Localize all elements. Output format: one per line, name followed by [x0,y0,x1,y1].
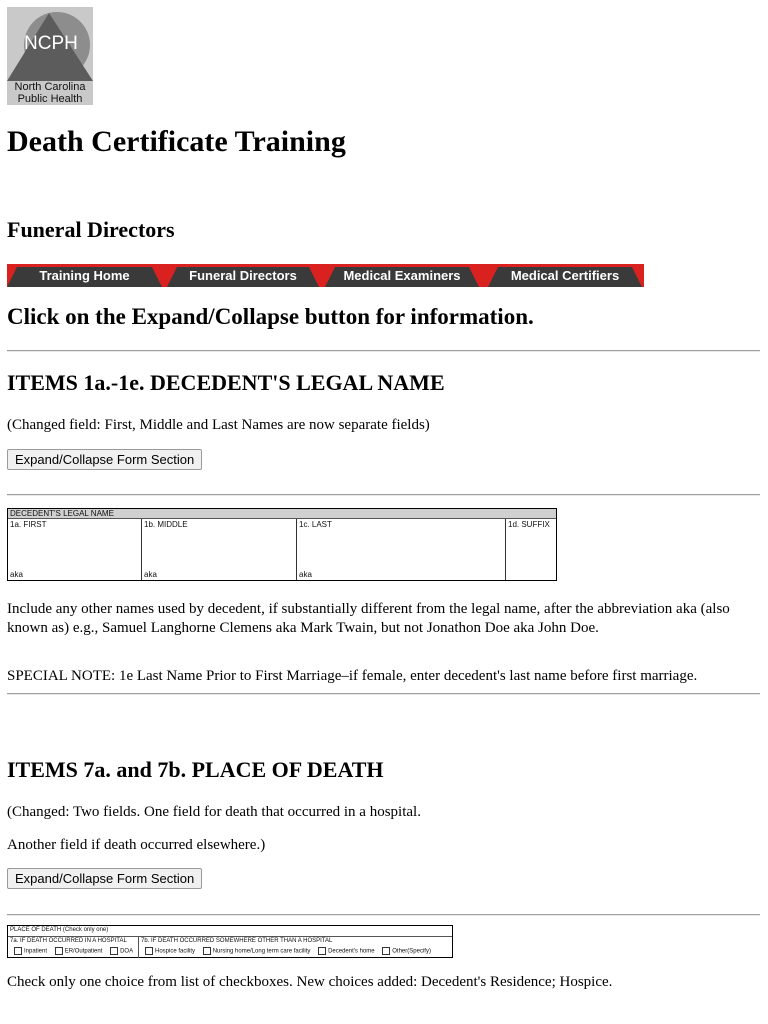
checkbox-icon [318,947,326,955]
form-field: 7b. IF DEATH OCCURRED SOMEWHERE OTHER THAN A HOSPITAL Hospice facility Nursing home/Long term care facility Decedent's home Other(Specify) [139,936,452,958]
tab-label: Medical Certifiers [510,268,620,283]
section-note: (Changed: Two fields. One field for death that occurred in a hospital. [7,804,421,820]
section-paragraph: Include any other names used by decedent, if substantially different from the legal name, after the abbreviation aka (also known as) e.g., Samuel Langhorne Clemens aka Mark Twain, but not Jonathon Doe aka John Doe. [7,601,730,636]
nav-tab-bar [7,264,644,287]
form-field: 1b. MIDDLE aka [142,519,297,580]
form-field: 1d. SUFFIX [508,520,550,529]
section-note: Another field if death occurred elsewhere.) [7,837,266,853]
form-field: 1c. LAST aka [297,519,506,580]
instruction-heading: Click on the Expand/Collapse button for information. [7,304,534,329]
form-header: DECEDENT'S LEGAL NAME [8,509,556,519]
logo-caption: Public Health [17,93,83,105]
divider [7,914,760,916]
section-note: (Changed field: First, Middle and Last Names are now separate fields) [7,417,430,433]
section-heading: ITEMS 7a. and 7b. PLACE OF DEATH [7,757,384,782]
form-field: 1a. FIRST aka [8,519,142,580]
form-field: 7a. IF DEATH OCCURRED IN A HOSPITAL Inpatient ER/Outpatient DOA [8,936,139,958]
tab-label: Training Home [39,268,130,283]
tab-medical-examiners[interactable] [325,267,479,287]
expand-collapse-button[interactable]: Expand/Collapse Form Section [7,449,202,470]
page-title: Death Certificate Training [7,125,346,158]
section-paragraph: Check only one choice from list of checkboxes. New choices added: Decedent's Residence; Hospice. [7,974,613,990]
checkbox-icon [110,947,118,955]
divider [7,693,760,695]
form-header: PLACE OF DEATH (Check only one) [10,927,109,933]
expand-collapse-button[interactable]: Expand/Collapse Form Section [7,868,202,889]
place-of-death-form-image [7,925,453,958]
tab-label: Funeral Directors [189,268,297,283]
tab-funeral-directors[interactable] [167,267,319,287]
section-paragraph: SPECIAL NOTE: 1e Last Name Prior to First Marriage–if female, enter decedent's last name before first marriage. [7,668,698,684]
tab-label: Medical Examiners [343,268,461,283]
legal-name-form-image [7,508,557,581]
logo-caption: North Carolina [14,81,86,93]
tab-medical-certifiers[interactable] [488,267,642,287]
divider [7,494,760,496]
checkbox-icon [203,947,211,955]
tab-training-home[interactable] [7,267,162,287]
page-subtitle: Funeral Directors [7,217,175,242]
checkbox-icon [14,947,22,955]
checkbox-icon [145,947,153,955]
checkbox-icon [382,947,390,955]
divider [7,350,760,352]
logo-abbreviation: NCPH [24,33,78,54]
ncph-logo [7,7,93,105]
checkbox-icon [55,947,63,955]
section-heading: ITEMS 1a.-1e. DECEDENT'S LEGAL NAME [7,370,445,395]
